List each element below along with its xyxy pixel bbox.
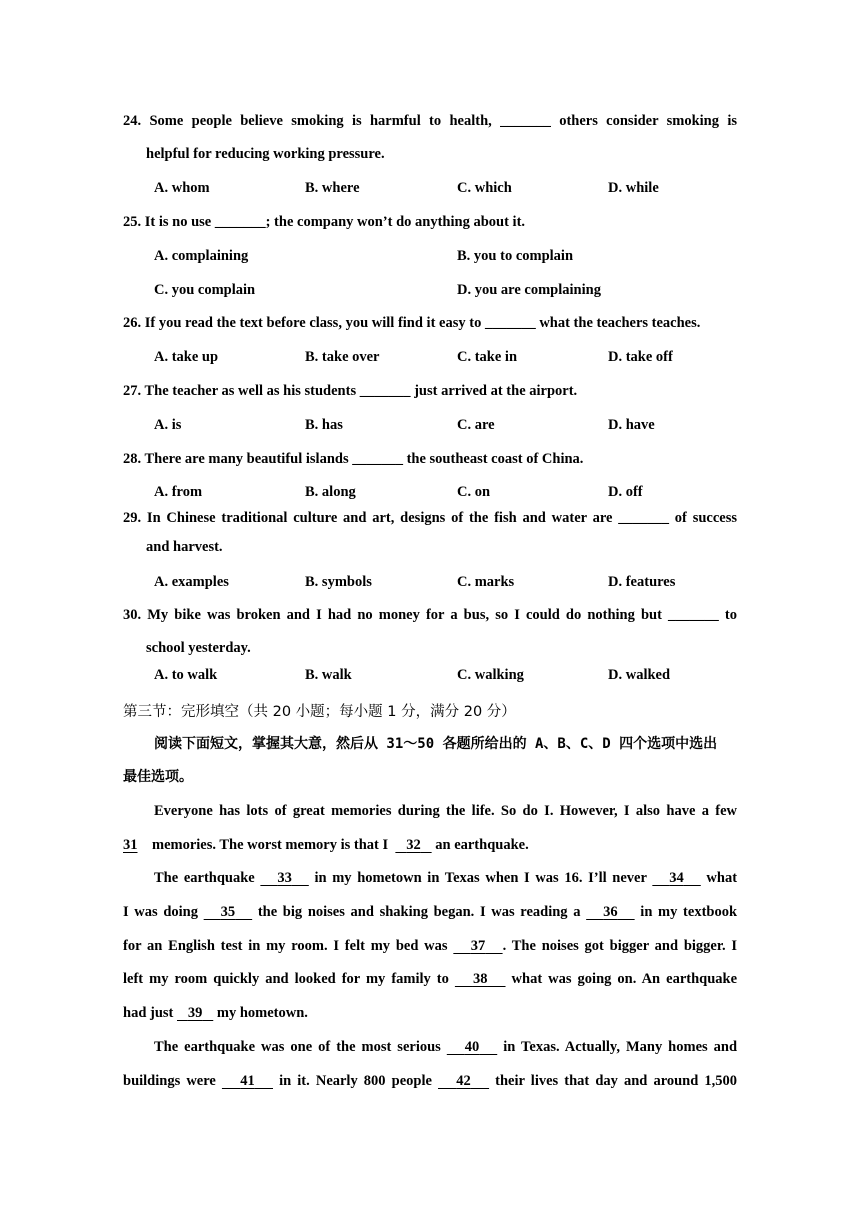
- question-30: [123, 599, 737, 665]
- blank-33: 33: [277, 870, 292, 886]
- blank-42: 42: [456, 1072, 471, 1089]
- blank-31: 31: [123, 836, 138, 853]
- option-b: B. where: [305, 180, 360, 196]
- option-c: C. walking: [457, 667, 524, 683]
- option-d: D. take off: [608, 349, 673, 365]
- instruction-line-2: 最佳选项。: [123, 769, 193, 785]
- option-d: D. you are complaining: [457, 282, 601, 298]
- option-c: C. are: [457, 417, 495, 433]
- blank-39: 39: [187, 1005, 203, 1022]
- question-stem-continued: and harvest.: [146, 539, 223, 555]
- passage-line: had just 39 my hometown.: [123, 1005, 308, 1022]
- options-25-row2: [154, 282, 754, 304]
- option-d: D. off: [608, 484, 643, 500]
- option-a: A. examples: [154, 574, 229, 590]
- option-a: A. is: [154, 417, 182, 433]
- question-29: [123, 504, 737, 562]
- question-stem: 24. Some people believe smoking is harmful to health, _______ others consider smoking is: [123, 113, 737, 129]
- option-c: C. which: [457, 180, 512, 196]
- passage-line: left my room quickly and looked for my family to 38 what was going on. An earthquake: [123, 971, 738, 988]
- options-30: [154, 667, 754, 689]
- blank-36: 36: [603, 903, 618, 920]
- passage-line: for an English test in my room. I felt my bed was 37 . The noises got bigger and bigger. I: [123, 937, 738, 954]
- option-b: B. symbols: [305, 574, 372, 590]
- blank-32: 32: [406, 836, 421, 853]
- question-stem: 30. My bike was broken and I had no money for a bus, so I could do nothing but _______ to: [123, 607, 737, 623]
- question-stem: 28. There are many beautiful islands _______ the southeast coast of China.: [123, 451, 584, 467]
- question-stem-continued: helpful for reducing working pressure.: [146, 146, 385, 162]
- question-25: [123, 206, 737, 239]
- option-a: A. to walk: [154, 667, 218, 683]
- question-27: [123, 375, 737, 408]
- option-d: D. while: [608, 180, 659, 196]
- option-b: B. along: [305, 484, 356, 500]
- option-a: A. complaining: [154, 248, 249, 264]
- option-d: D. have: [608, 417, 655, 433]
- question-24: [123, 105, 737, 171]
- options-25-row1: [154, 248, 754, 270]
- blank-38: 38: [472, 971, 488, 988]
- options-26: [154, 349, 754, 371]
- option-c: C. you complain: [154, 282, 256, 298]
- section-heading: 第三节：完形填空（共 20 小题；每小题 1 分，满分 20 分）: [123, 704, 516, 720]
- option-c: C. on: [457, 484, 491, 500]
- options-28: [154, 484, 754, 506]
- passage-paragraph-1: [123, 795, 737, 863]
- blank-40: 40: [464, 1039, 480, 1055]
- passage-line: The earthquake 33 in my hometown in Texas when I was 16. I’ll never 34 what: [154, 870, 738, 886]
- option-d: D. features: [608, 574, 676, 590]
- option-a: A. whom: [154, 180, 210, 196]
- question-stem: 25. It is no use _______; the company won’t do anything about it.: [123, 214, 526, 230]
- blank-41: 41: [240, 1072, 255, 1089]
- passage-text: memories. The worst memory is that I: [148, 836, 392, 853]
- question-stem: 29. In Chinese traditional culture and art, designs of the fish and water are _______ of success: [123, 510, 737, 526]
- section-instruction: [123, 728, 737, 794]
- option-a: A. from: [154, 484, 203, 500]
- passage-line: Everyone has lots of great memories during the life. So do I. However, I also have a few: [154, 803, 737, 819]
- option-b: B. you to complain: [457, 248, 574, 264]
- option-c: C. marks: [457, 574, 515, 590]
- option-c: C. take in: [457, 349, 518, 365]
- options-29: [154, 574, 754, 596]
- blank-34: 34: [669, 870, 684, 886]
- instruction-line-1: 阅读下面短文，掌握其大意，然后从 31～50 各题所给出的 A、B、C、D 四个选项中选出: [154, 736, 718, 752]
- options-24: [154, 180, 754, 202]
- blank-35: 35: [220, 903, 236, 920]
- passage-paragraph-2: [123, 862, 737, 1031]
- question-stem: 26. If you read the text before class, you will find it easy to _______ what the teachers teaches.: [123, 315, 701, 331]
- passage-paragraph-3: [123, 1031, 737, 1099]
- passage-line: The earthquake was one of the most serious 40 in Texas. Actually, Many homes and: [154, 1039, 738, 1055]
- question-26: [123, 307, 737, 340]
- options-27: [154, 417, 754, 439]
- option-b: B. walk: [305, 667, 352, 683]
- blank-37: 37: [470, 937, 486, 954]
- option-a: A. take up: [154, 349, 219, 365]
- option-d: D. walked: [608, 667, 671, 683]
- passage-line: buildings were 41 in it. Nearly 800 people 42 their lives that day and around 1,500: [123, 1072, 738, 1089]
- question-28: [123, 443, 737, 476]
- passage-line: I was doing 35 the big noises and shaking began. I was reading a 36 in my textbook: [123, 903, 738, 920]
- passage-text: an earthquake.: [431, 836, 529, 853]
- question-stem-continued: school yesterday.: [146, 640, 251, 656]
- passage-line: [123, 829, 737, 863]
- option-b: B. take over: [305, 349, 380, 365]
- option-b: B. has: [305, 417, 343, 433]
- question-stem: 27. The teacher as well as his students _______ just arrived at the airport.: [123, 383, 578, 399]
